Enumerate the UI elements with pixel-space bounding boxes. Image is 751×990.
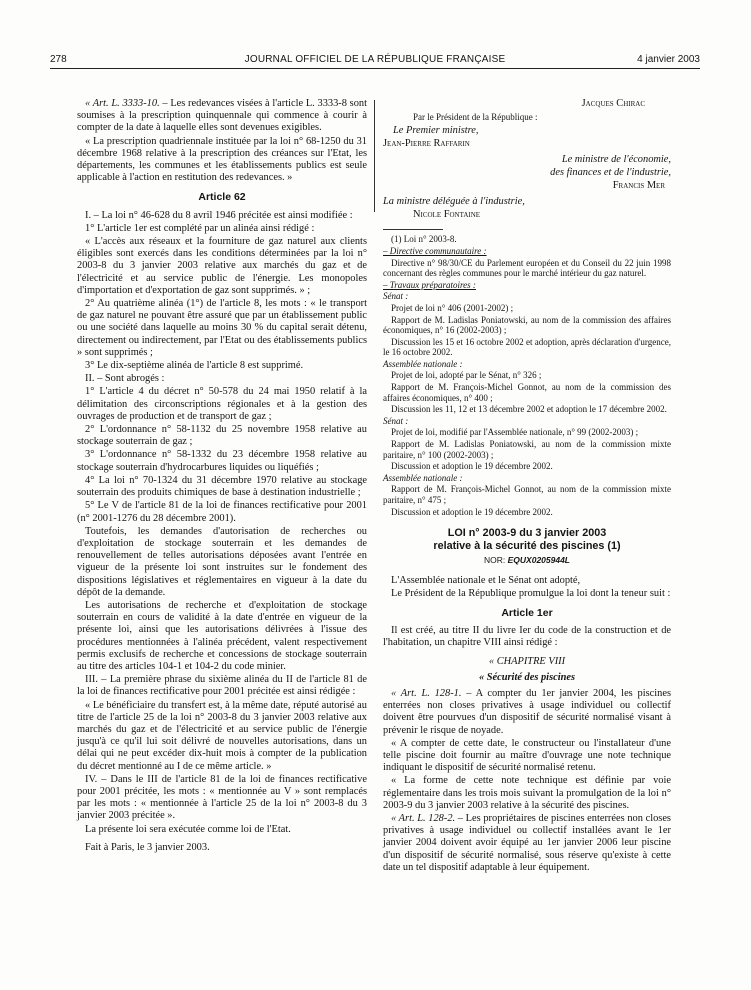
closing-line: Fait à Paris, le 3 janvier 2003. (85, 841, 210, 853)
par-le-president: Par le Président de la République : (413, 111, 538, 122)
article-62-paragraph: « Le bénéficiaire du transfert est, à la même date, réputé autorisé au titre de l'article 25 de la loi n° 2003-8 du 3 janvier 2003 relative aux marchés du gaz et de l'électricité et au service public de l'énergie jusqu'à ce qu'il lui soit délivré de nouvelles autorisations, dans un délai qui ne peut excéder dix-huit mois à compter de la publication du décret mentionné au I de ce même article. » (77, 699, 367, 772)
footnote-line (383, 280, 671, 291)
president-name: Jacques Chirac (581, 98, 645, 109)
prescription-paragraph: « La prescription quadriennale instituée par la loi n° 68-1250 du 31 décembre 1968 relative à la prescription des créances sur l'Etat, les départements, les communes et les établissements publics est seule applicable à l'action en restitution des redevances. » (77, 135, 367, 184)
journal-title: JOURNAL OFFICIEL DE LA RÉPUBLIQUE FRANÇAISE (244, 54, 506, 65)
nor-code: EQUX0205944L (507, 555, 570, 566)
footnote-line: Rapport de M. François-Michel Gonnot, au nom de la commission mixte paritaire, n° 475 ; (383, 484, 671, 505)
right-column (383, 98, 671, 875)
eco-title-2: des finances et de l'industrie, (550, 166, 671, 178)
article-62-paragraph: IV. – Dans le III de l'article 81 de la loi de finances rectificative pour 2001 précitée, les mots : « mentionnée au V » sont remplacés par les mots : « mentionnée à l'article 25 de la loi n° 2003-8 du 3 janvier 2003 précitée ». (77, 773, 367, 822)
art-l128-2-text: – Les propriétaires de piscines enterrées non closes privatives à usage individuel ou collectif installées avant le 1er janvier 2004 doivent avoir équipé au 1er janvier 2006 leur piscine d'un dispositif de sécurité normalisé, sous réserve qu'existe à cette date un tel dispositif adaptable à leur équipement. (383, 813, 671, 873)
footnote-heading: – Travaux préparatoires : (383, 279, 476, 290)
footnote-line: Discussion et adoption le 19 décembre 2002. (391, 506, 553, 517)
article-62-paragraph: 2° L'ordonnance n° 58-1132 du 25 novembre 1958 relative au stockage souterrain de gaz ; (77, 424, 367, 448)
footnote-line: Rapport de M. Ladislas Poniatowski, au nom de la commission mixte paritaire, n° 100 (2002-2003) ; (383, 439, 671, 460)
article-62-paragraph: I. – La loi n° 46-628 du 8 avril 1946 précitée est ainsi modifiée : (85, 209, 353, 221)
article-62-body (77, 210, 367, 836)
loi-title-line-1: LOI n° 2003-9 du 3 janvier 2003 (447, 527, 607, 540)
footnote-line: Projet de loi n° 406 (2001-2002) ; (391, 302, 514, 313)
loi-title-line-2: relative à la sécurité des piscines (1) (433, 539, 621, 552)
footnote-line: Projet de loi, adopté par le Sénat, n° 326 ; (391, 370, 542, 381)
article-62-paragraph: Les autorisations de recherche et d'exploitation de stockage souterrain en cours de validité à la date d'entrée en vigueur de la présente loi, ainsi que les autorisations délivrées à l'issue des procédures mentionnées à l'alinéa précédent, valent respectivement permis exclusifs de recherche et concessions de stockage souterrain au titre des articles 104-1 et 104-2 du code minier. (77, 599, 367, 672)
art-l128-2 (383, 813, 671, 874)
art-l3333-10-text: – Les redevances visées à l'article L. 3333-8 sont soumises à la prescription quinquennale qui commence à courir à compter de la date à laquelle elles sont devenues exigibles. (77, 98, 367, 134)
footnote-rule (383, 229, 443, 230)
signature-block (383, 98, 671, 221)
article-62-paragraph: 4° La loi n° 70-1324 du 31 décembre 1970 relative au stockage souterrain des produits chimiques de base à destination industrielle ; (77, 474, 367, 499)
footnote-line: Discussion les 15 et 16 octobre 2002 et adoption, après déclaration d'urgence, le 16 octobre 2002. (383, 336, 671, 358)
constructeur-paragraph: « A compter de cette date, le constructeur ou l'installateur d'une telle piscine doit fournir au maître d'ouvrage une note technique indiquant le dispositif de sécurité normalisé retenu. (383, 737, 671, 774)
article-62-paragraph: III. – La première phrase du sixième alinéa du II de l'article 81 de la loi de finances rectificative pour 2001 précitée est ainsi rédigée : (77, 674, 367, 698)
footnote-line: Directive n° 98/30/CE du Parlement européen et du Conseil du 22 juin 1998 concernant des règles communes pour le marché intérieur du gaz naturel. (383, 257, 671, 279)
footnotes (383, 234, 671, 517)
article-1-paragraph: Il est créé, au titre II du livre Ier du code de la construction et de l'habitation, un chapitre VIII ainsi rédigé : (383, 625, 671, 649)
ind-name: Nicole Fontaine (413, 208, 481, 220)
footnote-line: Projet de loi, modifié par l'Assemblée nationale, n° 99 (2002-2003) ; (391, 427, 639, 438)
footnote-line: Assemblée nationale : (383, 358, 463, 369)
art-l3333-10-label: « Art. L. 3333-10. (85, 98, 160, 109)
chapitre-title: « Sécurité des piscines (478, 671, 576, 683)
article-62-heading: Article 62 (198, 191, 246, 204)
page-number: 278 (50, 54, 67, 65)
article-62-paragraph: La présente loi sera exécutée comme loi de l'Etat. (85, 823, 291, 835)
page-header (50, 54, 700, 68)
footnote-line: Discussion et adoption le 19 décembre 2002. (391, 461, 553, 472)
ind-title: La ministre déléguée à l'industrie, (383, 196, 525, 208)
article-1-heading: Article 1er (501, 606, 553, 619)
nor-reference (383, 554, 671, 566)
art-l128-1-text: – A compter du 1er janvier 2004, les piscines enterrées non closes privatives à usage individuel ou collectif doivent être pourvues d'un dispositif de sécurité normalisé visant à prévenir le risque de noyade. (383, 688, 671, 736)
pm-title: Le Premier ministre, (393, 125, 479, 137)
art-l128-1 (383, 688, 671, 737)
footnote-line: Sénat : (383, 415, 409, 426)
art-l128-2-label: « Art. L. 128-2. (391, 813, 456, 825)
column-separator (374, 100, 375, 212)
art-l128-1-label: « Art. L. 128-1. (391, 688, 462, 699)
footnote-line (383, 246, 671, 257)
footnote-heading: – Directive communautaire : (383, 245, 487, 256)
article-62-paragraph: II. – Sont abrogés : (85, 373, 165, 385)
forme-paragraph: « La forme de cette note technique est définie par voie réglementaire dans les trois mois suivant la promulgation de la loi n° 2003-9 du 3 janvier 2003 relative à la sécurité des piscines. (383, 775, 671, 811)
article-62-paragraph: 3° Le dix-septième alinéa de l'article 8 est supprimé. (85, 360, 304, 372)
eco-title-1: Le ministre de l'économie, (561, 154, 671, 166)
article-62-paragraph: 1° L'article 4 du décret n° 50-578 du 24 mai 1950 relatif à la délimitation des circonscriptions régionales et à la gestion des ouvrages de production et de transport de gaz ; (77, 386, 367, 422)
article-62-paragraph: 5° Le V de l'article 81 de la loi de finances rectificative pour 2001 (n° 2001-1276 du 28 décembre 2001). (77, 500, 367, 524)
footnote-line: Rapport de M. Ladislas Poniatowski, au nom de la commission des affaires économiques, n° 16 (2002-2003) ; (383, 314, 671, 336)
adopted-line: L'Assemblée nationale et le Sénat ont adopté, (391, 574, 581, 586)
pm-name: Jean-Pierre Raffarin (383, 137, 470, 149)
header-date: 4 janvier 2003 (637, 54, 700, 65)
footnote-line: (1) Loi n° 2003-8. (391, 234, 457, 245)
article-62-paragraph: 2° Au quatrième alinéa (1°) de l'article 8, les mots : « le transport de gaz naturel ne pouvant être assuré que par un établissement public ou une société dans laquelle au moins 30 % du capital serait détenu, directement ou indirectement, par l'Etat ou des établissements publics » sont supprimés ; (77, 298, 367, 358)
footnote-line: Rapport de M. François-Michel Gonnot, au nom de la commission des affaires économiques, n° 400 ; (383, 382, 671, 403)
article-62-paragraph: 1° L'article 1er est complété par un alinéa ainsi rédigé : (85, 222, 315, 234)
footnote-line: Assemblée nationale : (383, 472, 463, 483)
article-62-paragraph: « L'accès aux réseaux et la fourniture de gaz naturel aux clients éligibles sont exercés dans les conditions déterminées par la loi n° 2003-8 du 3 janvier 2003 relative aux marchés du gaz et de l'électricité et au service public de l'énergie. Les monopoles d'importation et d'exportation de gaz sont supprimés. » ; (77, 236, 367, 296)
eco-name: Francis Mer (612, 179, 665, 191)
article-62-paragraph: Toutefois, les demandes d'autorisation de recherches ou d'exploitation de stockage souterrain et les demandes de renouvellement de telles autorisations déposées avant l'entrée en vigueur de la présente loi sont instruites sur le fondement des dispositions législatives et réglementaires en vigueur à la date du dépôt de la demande. (77, 525, 367, 598)
article-62-paragraph: 3° L'ordonnance n° 58-1332 du 23 décembre 1958 relative au stockage souterrain d'hydrocarbures liquides ou liquéfiés ; (77, 449, 367, 473)
left-column (77, 98, 367, 855)
loi-title (383, 527, 671, 552)
art-l3333-10 (77, 98, 367, 135)
promulgue-line: Le Président de la République promulgue la loi dont la teneur suit : (391, 587, 671, 599)
header-rule (50, 68, 700, 69)
nor-label: NOR: (484, 555, 508, 566)
footnote-line: Sénat : (383, 291, 409, 302)
chapitre-heading: « CHAPITRE VIII (488, 655, 566, 667)
footnote-line: Discussion les 11, 12 et 13 décembre 2002 et adoption le 17 décembre 2002. (391, 404, 667, 415)
